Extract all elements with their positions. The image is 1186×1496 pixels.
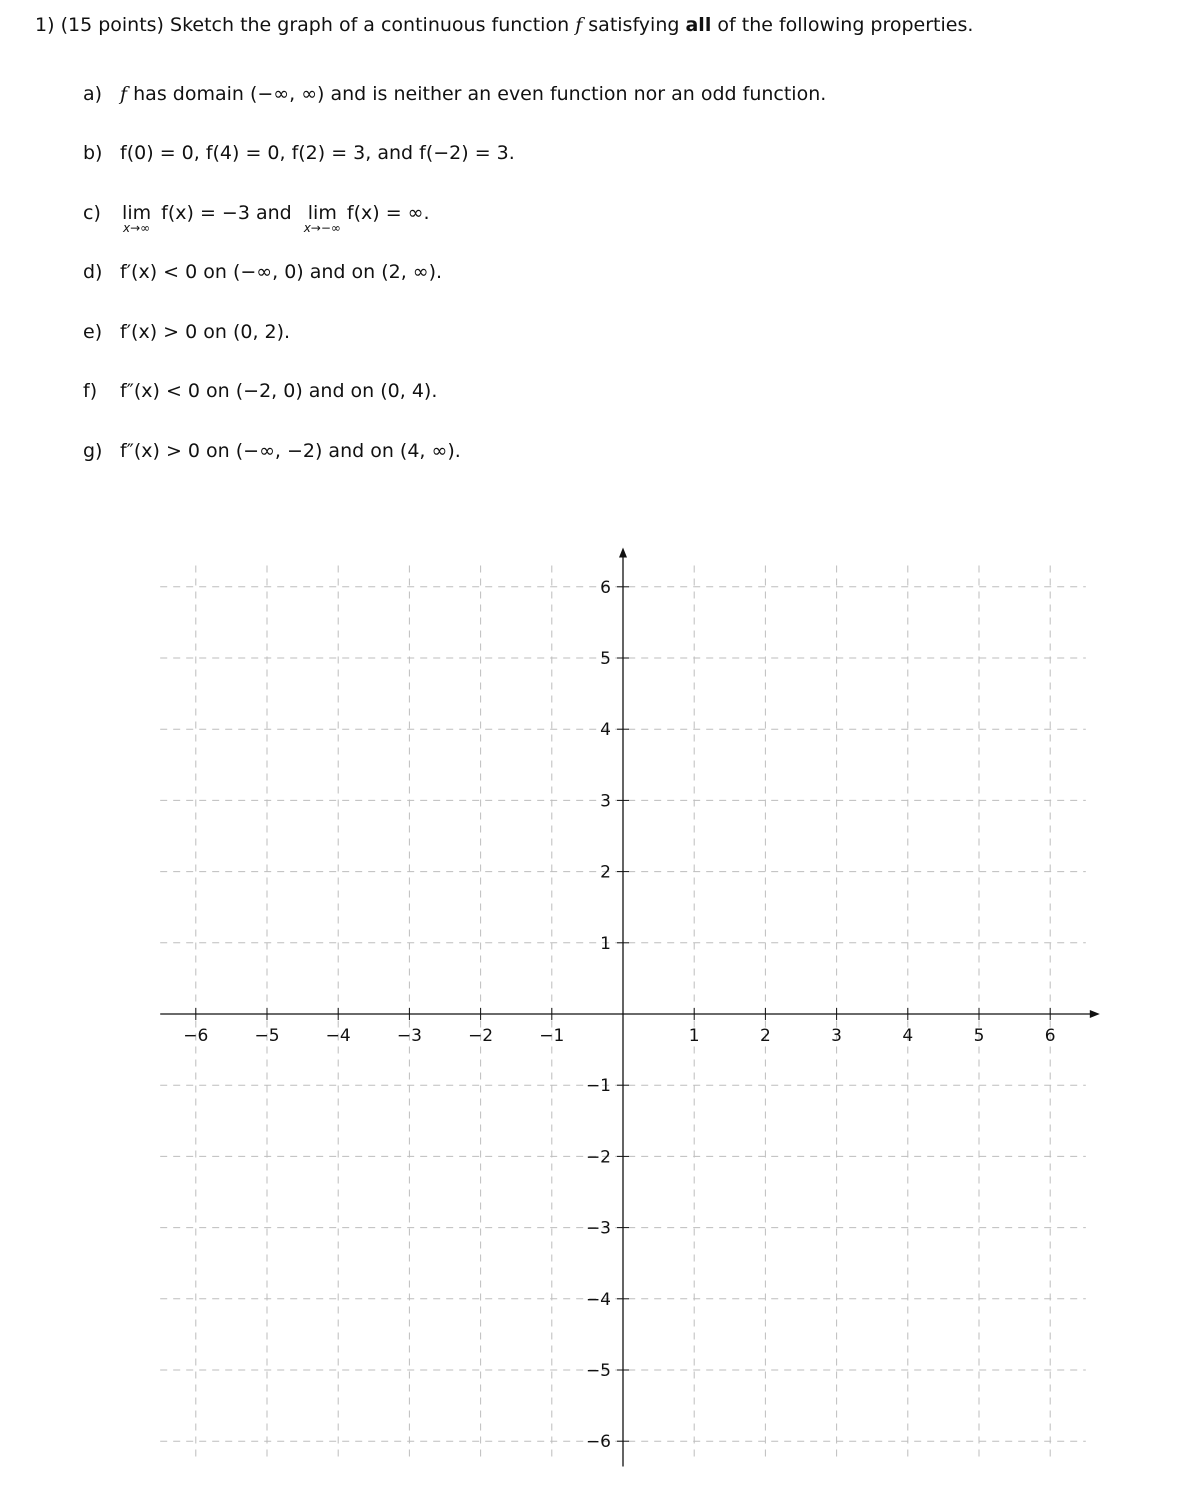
limit-2-word: lim (307, 202, 337, 224)
property-c-expr-1: f(x) = −3 and (161, 202, 292, 224)
limit-2-subscript: x→−∞ (303, 221, 341, 235)
problem-bold-word: all (685, 14, 712, 36)
y-tick-label: 1 (600, 933, 611, 954)
function-name: f (575, 14, 583, 36)
property-f-label: f) (83, 380, 98, 402)
x-tick-label: −1 (539, 1026, 565, 1046)
property-d-text: f′(x) < 0 on (−∞, 0) and on (2, ∞). (120, 261, 443, 283)
property-g-text: f″(x) > 0 on (−∞, −2) and on (4, ∞). (120, 440, 461, 462)
problem-points: (15 points) (60, 14, 164, 36)
x-tick-label: 6 (1044, 1026, 1056, 1046)
property-c-label: c) (83, 202, 101, 224)
property-d-label: d) (83, 261, 103, 283)
property-f-text: f″(x) < 0 on (−2, 0) and on (0, 4). (120, 380, 438, 402)
x-tick-label: −2 (468, 1026, 494, 1046)
x-tick-label: −4 (325, 1026, 351, 1046)
limit-1-subscript: x→∞ (123, 221, 151, 235)
property-a-f: f (120, 83, 128, 105)
limit-1-word: lim (122, 202, 152, 224)
property-e-label: e) (83, 321, 103, 343)
tick-labels (183, 578, 1055, 1452)
axes (160, 547, 1100, 1466)
x-tick-label: −5 (254, 1026, 280, 1046)
y-axis-arrow (619, 547, 627, 557)
y-tick-label: −5 (585, 1361, 611, 1381)
x-tick-label: −3 (396, 1026, 422, 1046)
property-e-text: f′(x) > 0 on (0, 2). (120, 321, 291, 343)
x-tick-label: 2 (759, 1026, 771, 1046)
x-tick-label: 3 (831, 1026, 843, 1046)
y-tick-label: −1 (585, 1076, 611, 1097)
problem-satisfying: satisfying (588, 14, 680, 36)
property-b-label: b) (83, 142, 103, 164)
problem-number: 1) (35, 14, 55, 36)
y-tick-label: 5 (600, 649, 611, 669)
y-tick-label: 3 (600, 791, 611, 812)
problem-intro: Sketch the graph of a continuous function (170, 14, 570, 36)
property-b-text: f(0) = 0, f(4) = 0, f(2) = 3, and f(−2) = 3. (120, 142, 515, 164)
property-c-expr-2: f(x) = ∞. (346, 202, 430, 224)
y-tick-label: 6 (600, 577, 611, 598)
y-tick-label: −2 (585, 1147, 611, 1168)
x-tick-label: 4 (902, 1026, 914, 1046)
y-tick-label: −3 (585, 1218, 611, 1239)
property-g-label: g) (83, 440, 103, 462)
y-tick-label: 4 (600, 720, 611, 741)
property-a-text: has domain (−∞, ∞) and is neither an even function nor an odd function. (133, 83, 827, 105)
x-tick-label: 5 (973, 1026, 985, 1046)
x-axis-arrow (1090, 1010, 1100, 1018)
y-tick-label: −6 (585, 1432, 611, 1453)
property-a-label: a) (83, 83, 103, 105)
y-tick-label: −4 (585, 1289, 611, 1310)
x-tick-label: 1 (688, 1026, 700, 1046)
x-tick-label: −6 (183, 1026, 209, 1046)
problem-tail: of the following properties. (717, 14, 974, 36)
y-tick-label: 2 (600, 862, 611, 883)
